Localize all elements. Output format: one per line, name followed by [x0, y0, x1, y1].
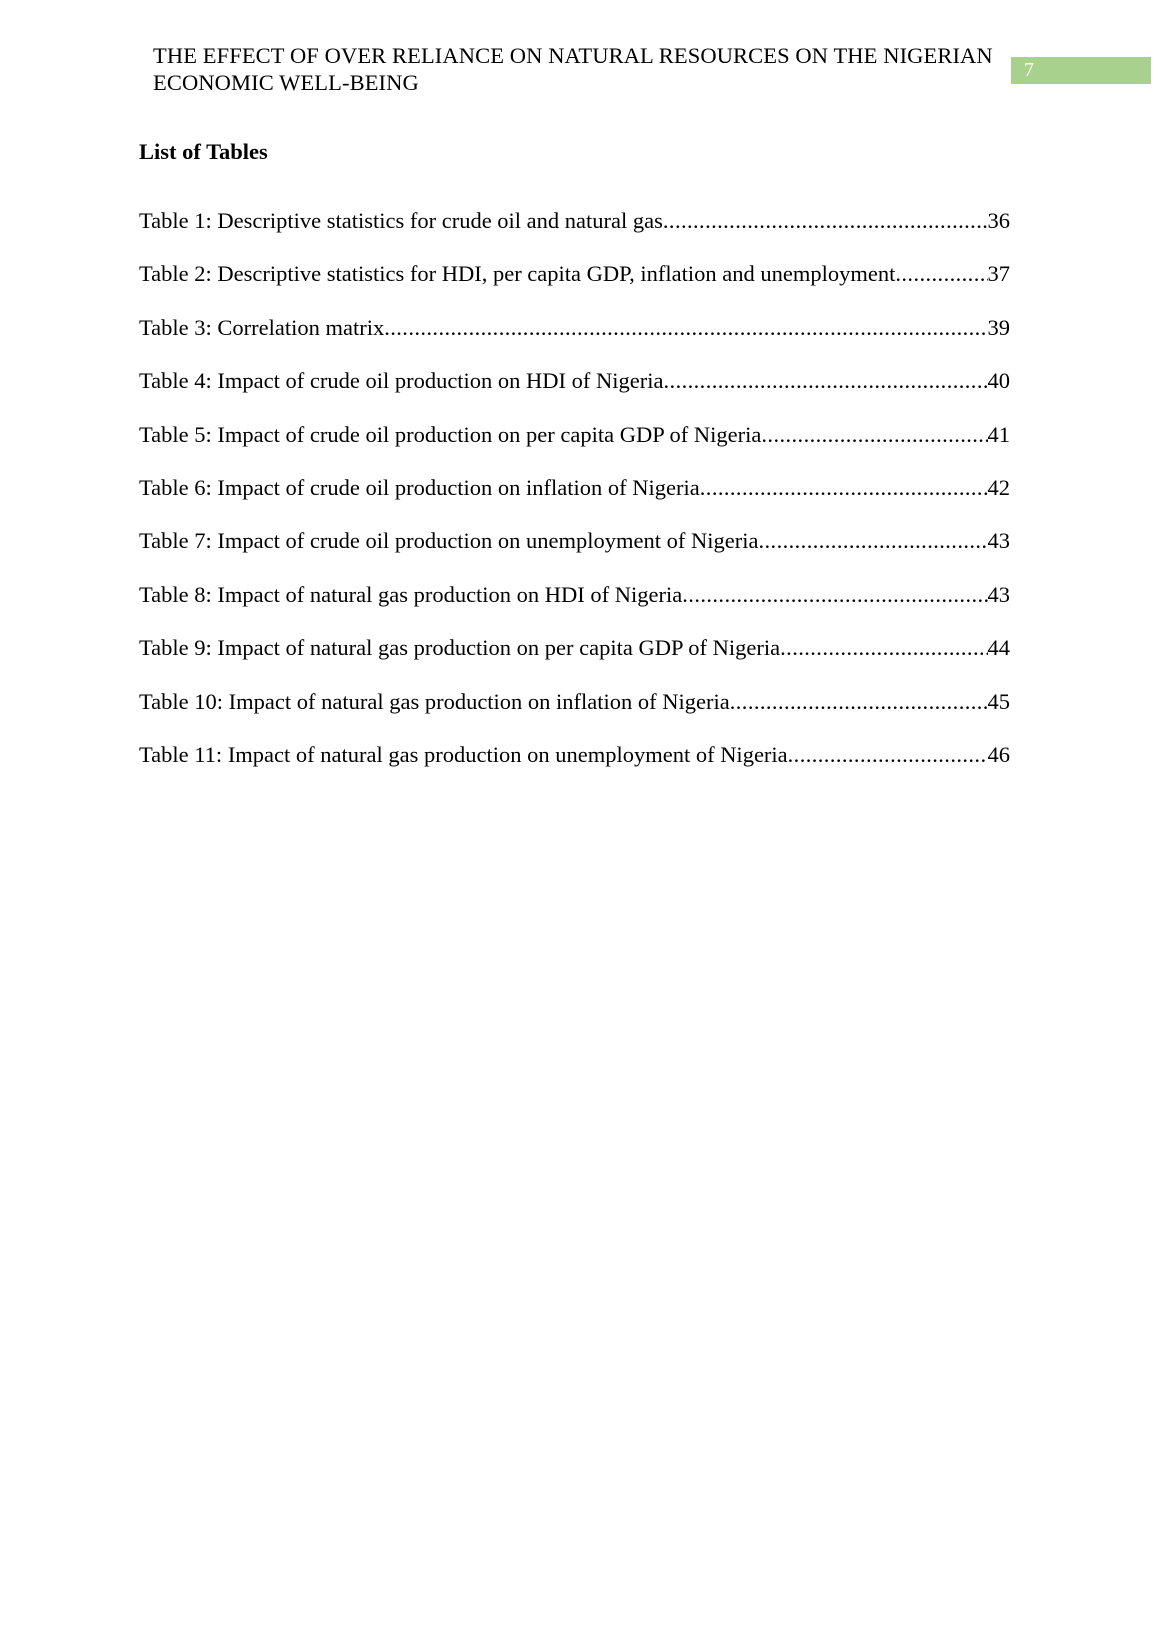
toc-entry-label: Table 10: Impact of natural gas production on inflation of Nigeria — [139, 688, 730, 714]
toc-entry-page: 44 — [987, 635, 1010, 661]
toc-entry-label: Table 6: Impact of crude oil production on inflation of Nigeria — [139, 474, 700, 500]
toc-entry-table-6[interactable] — [139, 474, 1010, 527]
toc-entry-label: Table 8: Impact of natural gas production on HDI of Nigeria — [139, 581, 683, 607]
toc-entry-table-11[interactable] — [139, 741, 1010, 794]
toc-entry-page: 36 — [987, 208, 1010, 233]
toc-entry-page: 45 — [987, 688, 1010, 714]
toc-entry-label: Table 11: Impact of natural gas production on unemployment of Nigeria — [139, 741, 788, 767]
dot-leader — [663, 207, 988, 235]
toc-entry-label: Table 9: Impact of natural gas production on per capita GDP of Nigeria — [139, 635, 781, 661]
header-title-line-1: THE EFFECT OF OVER RELIANCE ON NATURAL RESOURCES ON THE NIGERIAN — [153, 43, 993, 68]
dot-leader — [384, 314, 987, 342]
toc-entry-table-5[interactable] — [139, 421, 1010, 474]
dot-leader — [780, 634, 987, 662]
toc-entry-label: Table 5: Impact of crude oil production on per capita GDP of Nigeria — [139, 421, 762, 447]
running-header — [153, 42, 1033, 96]
toc-entry-table-2[interactable] — [139, 260, 1010, 313]
toc-entry-label: Table 1: Descriptive statistics for crude oil and natural gas — [139, 208, 663, 233]
dot-leader — [761, 421, 987, 449]
toc-entry-label: Table 4: Impact of crude oil production on HDI of Nigeria — [139, 368, 664, 394]
toc-entry-table-1[interactable] — [139, 207, 1010, 260]
toc-entry-label: Table 3: Correlation matrix — [139, 314, 385, 340]
toc-entry-page: 46 — [987, 741, 1010, 767]
dot-leader — [759, 527, 988, 555]
list-of-tables — [139, 207, 1010, 794]
toc-entry-table-8[interactable] — [139, 581, 1010, 634]
dot-leader — [788, 741, 988, 769]
toc-entry-page: 39 — [987, 314, 1010, 340]
toc-entry-label: Table 7: Impact of crude oil production on unemployment of Nigeria — [139, 528, 759, 554]
toc-entry-page: 43 — [987, 581, 1010, 607]
dot-leader — [700, 474, 988, 502]
header-title-line-2: ECONOMIC WELL-BEING — [153, 70, 419, 95]
toc-entry-table-4[interactable] — [139, 367, 1010, 420]
toc-entry-table-3[interactable] — [139, 314, 1010, 367]
toc-entry-page: 37 — [987, 261, 1010, 287]
toc-entry-page: 40 — [987, 368, 1010, 394]
toc-entry-label: Table 2: Descriptive statistics for HDI, per capita GDP, inflation and unemployment — [139, 261, 896, 287]
page-number-badge: 7 — [1011, 57, 1151, 84]
toc-entry-table-10[interactable] — [139, 688, 1010, 741]
toc-entry-page: 42 — [987, 474, 1010, 500]
toc-entry-table-7[interactable] — [139, 527, 1010, 580]
dot-leader — [730, 688, 988, 716]
dot-leader — [664, 367, 988, 395]
toc-entry-page: 41 — [987, 421, 1010, 447]
toc-entry-table-9[interactable] — [139, 634, 1010, 687]
toc-entry-page: 43 — [987, 528, 1010, 554]
dot-leader — [682, 581, 987, 609]
list-of-tables-heading: List of Tables — [139, 139, 268, 164]
dot-leader — [895, 260, 987, 288]
